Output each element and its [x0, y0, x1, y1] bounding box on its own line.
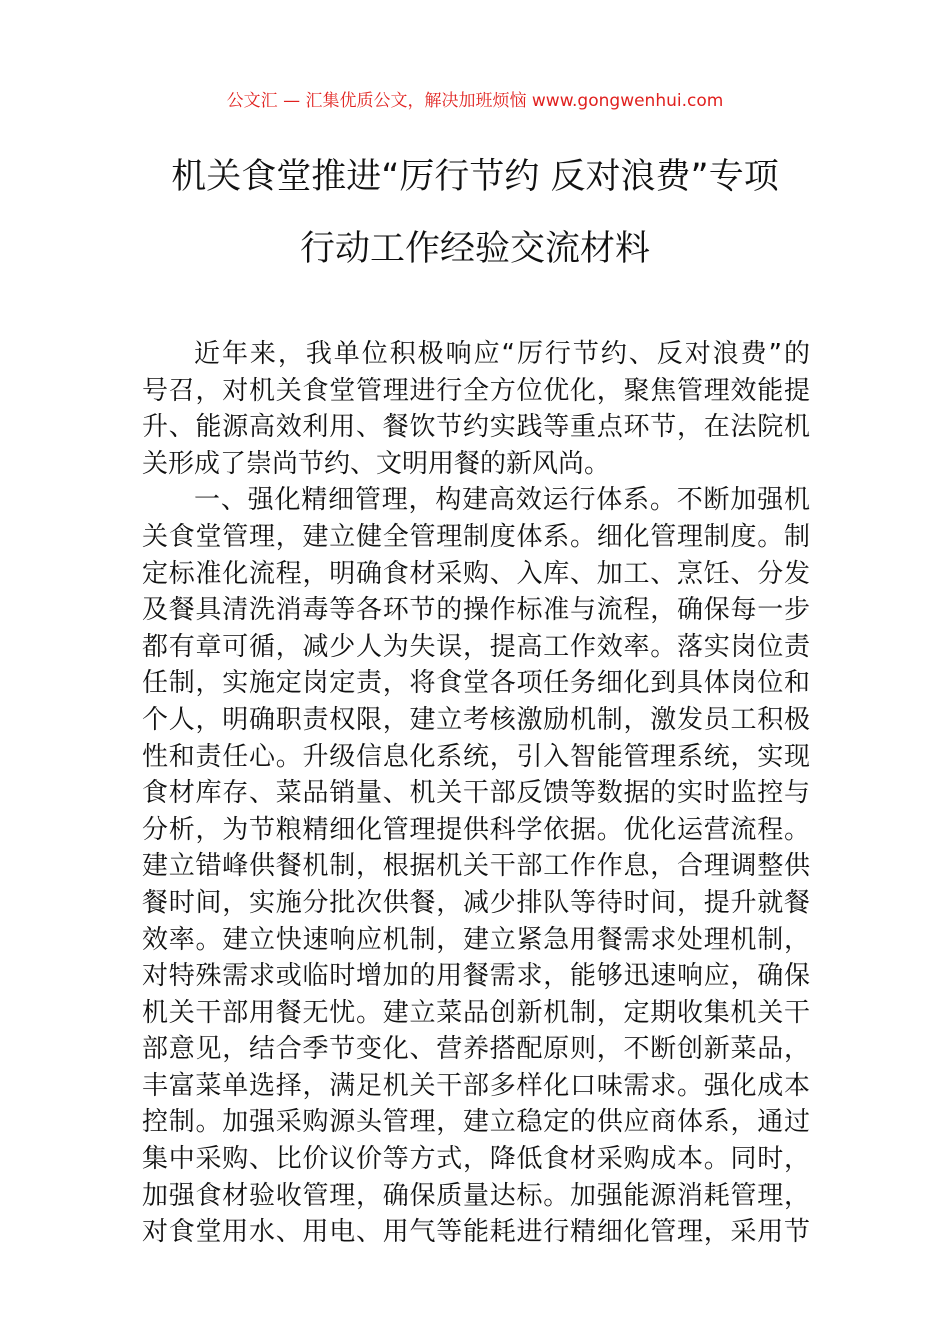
paragraph-line: 都有章可循，减少人为失误，提高工作效率。落实岗位责 — [142, 631, 810, 662]
paragraph-intro-line: 号召，对机关食堂管理进行全方位优化，聚焦管理效能提 — [142, 375, 810, 406]
paragraph-line: 加强食材验收管理，确保质量达标。加强能源消耗管理， — [142, 1180, 810, 1211]
document-title-line-2: 行动工作经验交流材料 — [299, 229, 650, 269]
document-body — [142, 336, 810, 1251]
paragraph-line: 关食堂管理，建立健全管理制度体系。细化管理制度。制 — [142, 521, 810, 552]
paragraph-line: 对食堂用水、用电、用气等能耗进行精细化管理，采用节 — [142, 1217, 810, 1248]
paragraph-line: 食材库存、菜品销量、机关干部反馈等数据的实时监控与 — [142, 778, 810, 809]
paragraph-intro-line: 近年来，我单位积极响应“厉行节约、反对浪费”的 — [194, 339, 810, 369]
paragraph-line: 餐时间，实施分批次供餐，减少排队等待时间，提升就餐 — [142, 887, 810, 918]
paragraph-line: 及餐具清洗消毒等各环节的操作标准与流程，确保每一步 — [142, 595, 810, 626]
paragraph-intro-line: 关形成了崇尚节约、文明用餐的新风尚。 — [142, 448, 611, 479]
site-banner: 公文汇 — 汇集优质公文，解决加班烦恼 www.gongwenhui.com — [226, 91, 724, 111]
paragraph-line: 分析，为节粮精细化管理提供科学依据。优化运营流程。 — [142, 814, 810, 845]
paragraph-line: 部意见，结合季节变化、营养搭配原则，不断创新菜品， — [142, 1034, 810, 1065]
paragraph-line: 机关干部用餐无忧。建立菜品创新机制，定期收集机关干 — [142, 997, 810, 1028]
paragraph-line: 个人，明确职责权限，建立考核激励机制，激发员工积极 — [142, 704, 810, 735]
paragraph-line: 性和责任心。升级信息化系统，引入智能管理系统，实现 — [142, 741, 810, 772]
paragraph-line: 效率。建立快速响应机制，建立紧急用餐需求处理机制， — [142, 924, 810, 955]
paragraph-line: 对特殊需求或临时增加的用餐需求，能够迅速响应，确保 — [142, 961, 810, 992]
paragraph-line: 控制。加强采购源头管理，建立稳定的供应商体系，通过 — [142, 1107, 810, 1138]
paragraph-line: 定标准化流程，明确食材采购、入库、加工、烹饪、分发 — [142, 558, 810, 589]
paragraph-line: 丰富菜单选择，满足机关干部多样化口味需求。强化成本 — [142, 1070, 810, 1101]
paragraph-line: 集中采购、比价议价等方式，降低食材采购成本。同时， — [142, 1144, 810, 1175]
paragraph-intro-line: 升、能源高效利用、餐饮节约实践等重点环节，在法院机 — [142, 412, 810, 443]
document-title-line-1: 机关食堂推进“厉行节约 反对浪费”专项 — [171, 157, 779, 197]
paragraph-line: 任制，实施定岗定责，将食堂各项任务细化到具体岗位和 — [142, 668, 810, 699]
paragraph-line: 建立错峰供餐机制，根据机关干部工作作息，合理调整供 — [142, 851, 810, 882]
section-one-heading-line: 一、强化精细管理，构建高效运行体系。不断加强机 — [194, 485, 810, 516]
